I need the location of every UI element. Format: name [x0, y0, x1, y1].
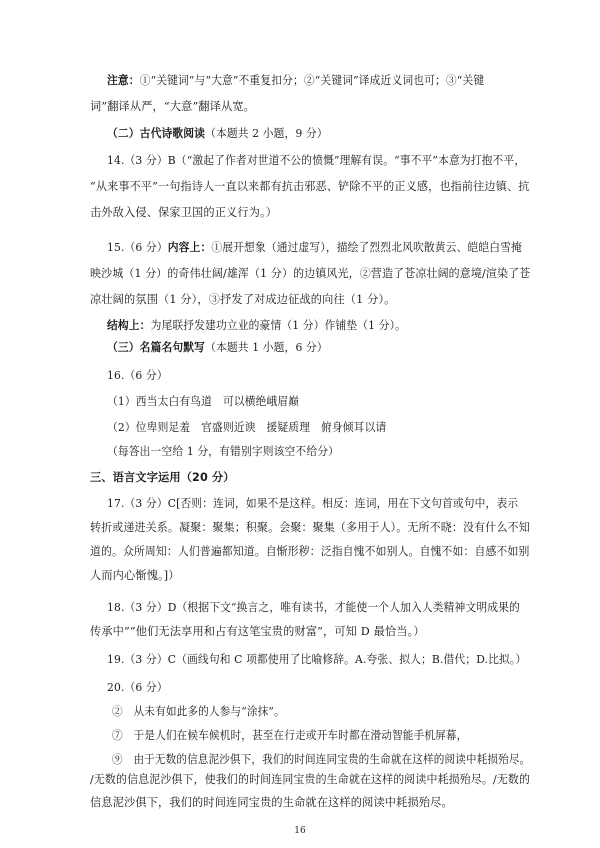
- q18-line-2: 传承中”“他们无法享用和占有这笔宝贵的财富”，可知 D 最恰当。）: [90, 625, 425, 638]
- q14-line-3: 击外敌入侵、保家卫国的正义行为。）: [90, 206, 278, 219]
- q17-line-1: 17.（3 分）C[否则：连词，如果不是这样。相反：连词，用在下文句首或句中，表示: [107, 497, 519, 510]
- q15-content-label: 内容上：: [167, 241, 212, 254]
- section-heading-recitation-note: （本题共 1 小题，6 分）: [205, 341, 328, 354]
- q20-answer-5: 信息泥沙俱下，我们的时间连同宝贵的生命就在这样的阅读中耗损殆尽。: [90, 796, 453, 809]
- q14-line-2: “从来事不平”一句指诗人一直以来都有抗击邪恶、铲除不平的正义感，也指前往边镇、抗: [90, 180, 530, 193]
- q20-answer-3: ⑨ 由于无数的信息泥沙俱下，我们的时间连同宝贵的生命就在这样的阅读中耗损殆尽。: [112, 753, 531, 766]
- page-number: 16: [294, 826, 306, 836]
- q18-line-1: 18.（3 分）D（根据下文“换言之，唯有读书，才能使一个人加入人类精神文明成果的: [107, 601, 520, 614]
- q15-line-3: 凉壮阔的氛围（1 分），③抒发了对成边征战的向往（1 分）。: [90, 293, 396, 306]
- q15-text-1: ①展开想象（通过虚写），描绘了烈烈北风吹散黄云、皑皑白雪掩: [211, 241, 522, 254]
- section-heading-poetry-note: （本题共 2 小题，9 分）: [205, 127, 328, 140]
- section-heading-recitation: [107, 340, 530, 356]
- q14-line-1: 14.（3 分）B（“激起了作者对世道不公的愤慨”理解有误。“事不平”本意为打抱不平，: [107, 154, 526, 167]
- note-line-1: [107, 73, 530, 89]
- note-label: 注意：: [107, 74, 140, 87]
- q15-num: 15.（6 分）: [107, 241, 168, 254]
- q15-line-1: [107, 240, 530, 256]
- q15-structure-line: [107, 318, 530, 334]
- section-heading-recitation-label: （三）名篇名句默写: [107, 341, 206, 354]
- q20-num: 20.（6 分）: [107, 681, 168, 694]
- q17-line-3: 道的。众所周知：人们普遍都知道。自惭形秽：泛指自愧不如别人。自愧不如：自感不如别: [90, 545, 530, 558]
- q19-line-1: 19.（3 分）C（画线句和 C 项都使用了比喻修辞。A.夸张、拟人；B.借代；D.比拟。）: [107, 653, 527, 666]
- part3-heading: 三、语言文字运用（20 分）: [90, 471, 235, 484]
- section-heading-poetry-label: （二）古代诗歌阅读: [107, 127, 206, 140]
- q16-answer-1: （1）西当太白有鸟道 可以横绝峨眉巅: [107, 395, 300, 408]
- q15-structure-text: 为尾联抒发建功立业的豪情（1 分）作铺垫（1 分）。: [150, 319, 407, 332]
- q17-line-2: 转折或递进关系。凝聚：聚集；积聚。会聚：聚集（多用于人）。无所不晓：没有什么不知: [90, 521, 530, 534]
- note-text-1: ①“关键词”与“大意”不重复扣分；②“关键词”译成近义词也可；③“关键: [139, 74, 485, 87]
- q16-num: 16.（6 分）: [107, 369, 168, 382]
- q20-answer-1: ② 从未有如此多的人参与“涂抹”。: [112, 705, 285, 718]
- q16-scoring-note: （每答出一空给 1 分，有错别字则该空不给分）: [107, 445, 340, 458]
- section-heading-poetry: [107, 126, 530, 142]
- q15-line-2: 映沙城（1 分）的奇伟壮阔/雄浑（1 分）的边镇风光，②营造了苍凉壮阔的意境/渲染了苍: [90, 267, 531, 280]
- note-line-2: 词”翻译从严，“大意”翻译从宽。: [90, 100, 255, 113]
- q17-line-4: 人而内心惭愧。]）: [90, 569, 180, 582]
- q16-answer-2: （2）位卑则足羞 官盛则近谀 援疑质理 俯身倾耳以请: [107, 421, 387, 434]
- q20-answer-2: ⑦ 于是人们在候车候机时，甚至在行走或开车时都在滑动智能手机屏幕，: [112, 729, 468, 742]
- q15-structure-label: 结构上：: [107, 319, 151, 332]
- q20-answer-4: /无数的信息泥沙俱下，使我们的时间连同宝贵的生命就在这样的阅读中耗损殆尽。/无数的: [90, 773, 531, 786]
